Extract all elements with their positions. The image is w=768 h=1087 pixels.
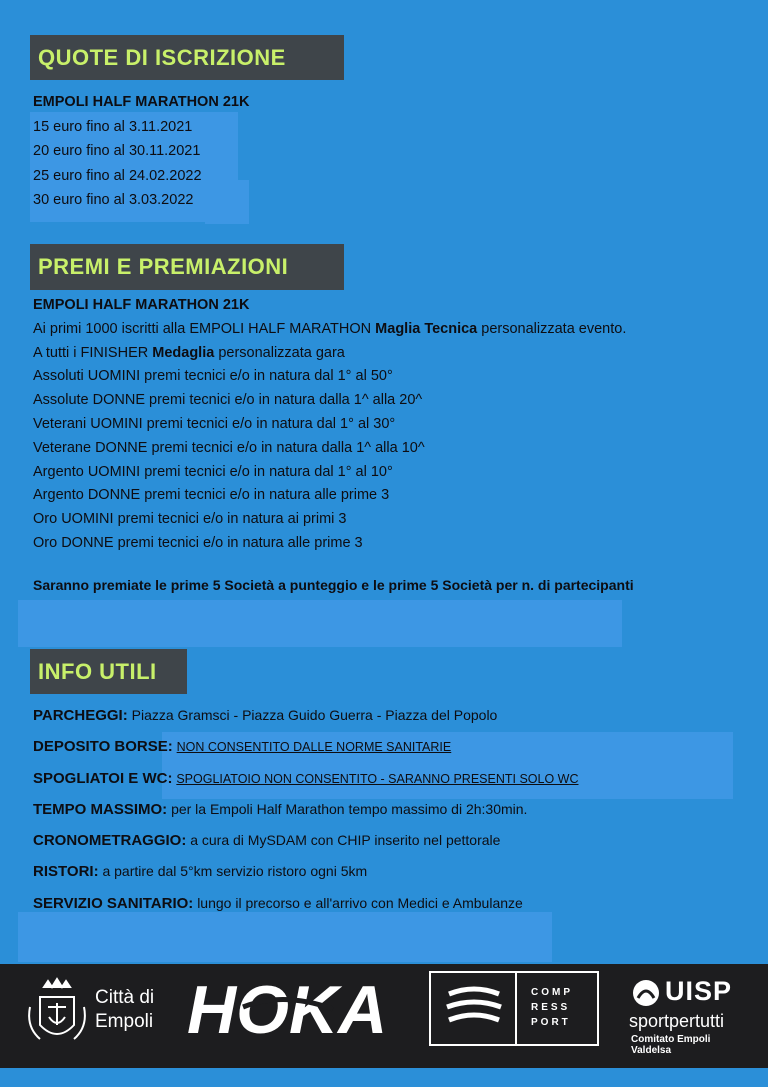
bottom-strip — [0, 1068, 768, 1087]
section-heading-quote — [30, 35, 344, 80]
fee-text: 30 euro fino al — [33, 192, 129, 208]
hoka-logo — [183, 973, 411, 1045]
comp-line: COMP — [531, 987, 573, 998]
info-value: a cura di MySDAM con CHIP inserito nel pettorale — [190, 832, 501, 849]
prize-line: Argento UOMINI premi tecnici e/o in natura dal 1° al 10° — [33, 463, 393, 480]
fee-line — [33, 115, 249, 140]
info-label: TEMPO MASSIMO: — [33, 800, 168, 818]
text: personalizzata gara — [214, 344, 345, 361]
compressport-logo — [429, 971, 599, 1046]
comp-line: RESS — [531, 1002, 571, 1013]
info-value: Piazza Gramsci - Piazza Guido Guerra - Piazza del Popolo — [131, 707, 498, 723]
prize-line: Argento DONNE premi tecnici e/o in natura alle prime 3 — [33, 487, 390, 504]
info-value: NON CONSENTITO DALLE NORME SANITARIE — [176, 740, 452, 755]
text: A tutti i FINISHER — [33, 344, 153, 361]
fee-line — [33, 139, 249, 164]
fee-text: 15 euro fino al — [33, 118, 129, 135]
comp-line: PORT — [531, 1017, 571, 1028]
heading-text: PREMI E PREMIAZIONI — [38, 254, 289, 279]
fee-text: 20 euro fino al — [33, 143, 129, 159]
uisp-logo — [627, 976, 753, 1056]
divider — [515, 973, 517, 1044]
info-item — [33, 766, 579, 797]
info-value: SPOGLIATOIO NON CONSENTITO - SARANNO PRESENTI SOLO WC — [176, 771, 579, 786]
info-item — [33, 891, 579, 922]
prize-line: Oro UOMINI premi tecnici e/o in natura ai primi 3 — [33, 511, 347, 528]
highlight-block — [18, 600, 622, 647]
info-label: PARCHEGGI: — [33, 707, 128, 724]
info-list — [33, 703, 579, 922]
heading-text: QUOTE DI ISCRIZIONE — [38, 44, 286, 70]
info-label: DEPOSITO BORSE: — [33, 738, 173, 756]
fee-date: 24.02.2022 — [128, 167, 202, 184]
fee-date: 3.11.2021 — [128, 118, 193, 135]
fee-date: 3.03.2022 — [128, 192, 194, 208]
bold-text: Maglia Tecnica — [375, 320, 478, 337]
info-item — [33, 859, 579, 890]
prize-line — [33, 342, 626, 366]
prize-line — [33, 318, 626, 342]
fee-line — [33, 188, 249, 213]
fee-text: 25 euro fino al — [33, 167, 129, 184]
societa-note: Saranno premiate le prime 5 Società a punteggio e le prime 5 Società per n. di partecipanti — [33, 577, 634, 593]
uisp-text: UISP — [665, 976, 733, 1006]
section-heading-info — [30, 649, 187, 694]
section-heading-premi — [30, 244, 344, 290]
citta-di-empoli-label — [95, 986, 154, 1034]
info-label: SERVIZIO SANITARIO: — [33, 894, 194, 912]
compressport-text — [531, 985, 573, 1030]
event-title: EMPOLI HALF MARATHON 21K — [33, 94, 250, 110]
prize-line: Assoluti UOMINI premi tecnici e/o in natura dal 1° al 50° — [33, 368, 393, 385]
citta-line: Città di — [95, 987, 155, 1008]
fee-date: 30.11.2021 — [128, 143, 201, 159]
info-value: a partire dal 5°km servizio ristoro ogni 5km — [102, 863, 368, 880]
text: personalizzata evento. — [477, 320, 627, 337]
prize-line: Veterani UOMINI premi tecnici e/o in natura dal 1° al 30° — [33, 415, 396, 432]
heading-text: INFO UTILI — [38, 658, 157, 684]
prizes-section — [33, 294, 626, 556]
text: Ai primi 1000 iscritti alla EMPOLI HALF MARATHON — [33, 320, 376, 337]
prize-line: Veterane DONNE premi tecnici e/o in natura dalla 1^ alla 10^ — [33, 439, 425, 456]
uisp-figure-icon — [629, 978, 663, 1008]
info-item — [33, 797, 579, 828]
info-label: RISTORI: — [33, 863, 99, 881]
fee-line — [33, 164, 249, 189]
info-item — [33, 828, 579, 859]
citta-line: Empoli — [95, 1011, 154, 1032]
uisp-committee: Comitato Empoli Valdelsa — [631, 1034, 711, 1056]
info-label: SPOGLIATOI E WC: — [33, 769, 173, 787]
event-title: EMPOLI HALF MARATHON 21K — [33, 297, 250, 313]
bold-text: Medaglia — [152, 344, 215, 361]
hoka-text: HOKA — [187, 973, 388, 1045]
info-value: per la Empoli Half Marathon tempo massimo di 2h:30min. — [171, 800, 528, 817]
prize-line: Assolute DONNE premi tecnici e/o in natura dalla 1^ alla 20^ — [33, 392, 423, 409]
info-label: CRONOMETRAGGIO: — [33, 832, 187, 850]
info-item — [33, 703, 579, 734]
info-item — [33, 734, 579, 765]
fees-section — [33, 90, 249, 213]
compressport-icon — [439, 979, 509, 1039]
uisp-tagline: sportpertutti — [629, 1011, 725, 1031]
prize-line: Oro DONNE premi tecnici e/o in natura alle prime 3 — [33, 534, 363, 551]
info-value: lungo il precorso e all'arrivo con Medici e Ambulanze — [197, 894, 523, 911]
